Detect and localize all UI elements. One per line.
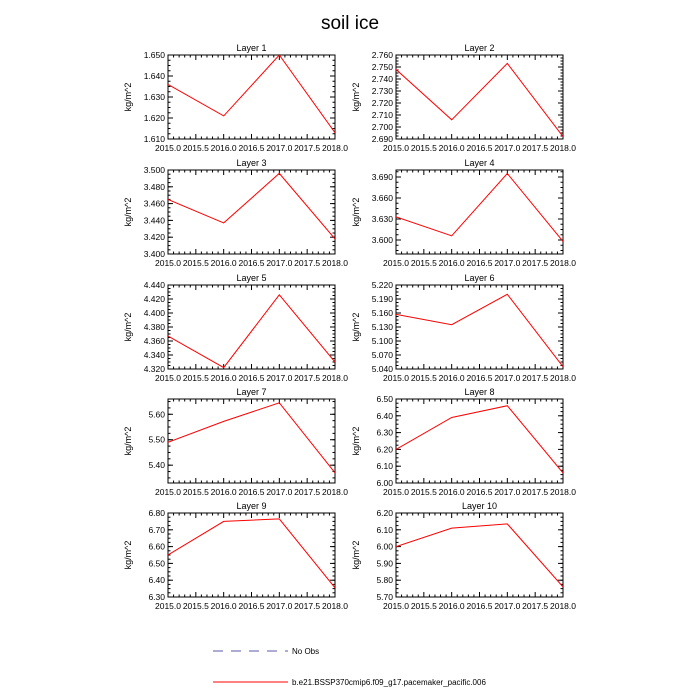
x-tick-label: 2015.5 bbox=[182, 258, 209, 268]
y-tick-label: 2.720 bbox=[371, 98, 393, 108]
legend-label-no-obs: No Obs bbox=[292, 647, 320, 656]
x-tick-label: 2016.0 bbox=[438, 601, 465, 611]
y-tick-label: 5.220 bbox=[371, 280, 393, 290]
y-axis-label: kg/m^2 bbox=[123, 312, 133, 342]
y-tick-label: 6.40 bbox=[376, 410, 393, 421]
x-tick-label: 2015.5 bbox=[182, 601, 209, 611]
y-tick-label: 5.130 bbox=[371, 322, 393, 332]
y-axis-label: kg/m^2 bbox=[351, 82, 361, 112]
y-tick-label: 1.650 bbox=[143, 50, 165, 60]
panel-layer-1 bbox=[123, 43, 348, 153]
y-tick-label: 3.630 bbox=[371, 214, 393, 224]
x-tick-label: 2016.5 bbox=[466, 258, 493, 268]
x-tick-label: 2015.0 bbox=[155, 373, 181, 383]
y-tick-label: 4.420 bbox=[143, 294, 165, 304]
x-tick-label: 2016.5 bbox=[466, 143, 493, 153]
x-tick-label: 2017.0 bbox=[266, 143, 293, 153]
x-tick-label: 2017.0 bbox=[266, 258, 293, 268]
x-tick-label: 2017.0 bbox=[494, 487, 521, 497]
x-tick-label: 2016.5 bbox=[238, 601, 265, 611]
series-line bbox=[168, 55, 335, 133]
y-tick-label: 6.00 bbox=[376, 541, 393, 552]
y-tick-label: 4.400 bbox=[143, 308, 165, 318]
panel-layer-5 bbox=[123, 273, 348, 383]
panel-title: Layer 3 bbox=[236, 158, 267, 168]
x-tick-label: 2017.0 bbox=[494, 373, 521, 383]
x-tick-label: 2016.5 bbox=[238, 373, 265, 383]
x-tick-label: 2016.0 bbox=[438, 373, 465, 383]
panel-layer-10 bbox=[351, 501, 576, 611]
x-tick-label: 2016.5 bbox=[238, 487, 265, 497]
x-tick-label: 2016.0 bbox=[210, 258, 237, 268]
y-tick-label: 1.640 bbox=[143, 71, 165, 81]
panel-layer-2 bbox=[351, 43, 576, 153]
x-tick-label: 2016.0 bbox=[210, 601, 237, 611]
y-tick-label: 5.90 bbox=[376, 558, 393, 569]
y-axis-label: kg/m^2 bbox=[351, 426, 361, 456]
legend-label-run: b.e21.BSSP370cmip6.f09_g17.pacemaker_pacific.006 bbox=[292, 678, 486, 687]
series-line bbox=[168, 403, 335, 473]
y-tick-label: 1.610 bbox=[143, 134, 165, 144]
y-tick-label: 6.30 bbox=[148, 592, 165, 602]
panel-title: Layer 1 bbox=[236, 43, 267, 53]
x-tick-label: 2018.0 bbox=[550, 143, 576, 153]
panel-title: Layer 2 bbox=[464, 43, 495, 53]
y-tick-label: 5.50 bbox=[148, 434, 165, 445]
panel-title: Layer 4 bbox=[464, 158, 495, 168]
y-tick-label: 6.20 bbox=[376, 508, 393, 518]
x-tick-label: 2016.0 bbox=[210, 373, 237, 383]
x-tick-label: 2015.5 bbox=[182, 487, 209, 497]
x-tick-label: 2018.0 bbox=[550, 601, 576, 611]
x-tick-label: 2016.5 bbox=[466, 487, 493, 497]
x-tick-label: 2017.5 bbox=[294, 258, 321, 268]
y-tick-label: 5.80 bbox=[376, 575, 393, 586]
y-tick-label: 5.040 bbox=[371, 364, 393, 374]
panel-layer-9 bbox=[123, 501, 348, 611]
y-tick-label: 3.400 bbox=[143, 249, 165, 259]
y-tick-label: 3.660 bbox=[371, 193, 393, 203]
x-tick-label: 2015.0 bbox=[155, 143, 181, 153]
y-tick-label: 6.00 bbox=[376, 478, 393, 488]
panel-layer-6 bbox=[351, 273, 576, 383]
y-tick-label: 1.620 bbox=[143, 113, 165, 123]
x-tick-label: 2017.5 bbox=[522, 487, 549, 497]
y-tick-label: 6.20 bbox=[376, 444, 393, 455]
panel-title: Layer 5 bbox=[236, 273, 267, 283]
y-tick-label: 6.10 bbox=[376, 461, 393, 472]
x-tick-label: 2016.5 bbox=[238, 258, 265, 268]
y-tick-label: 5.160 bbox=[371, 308, 393, 318]
y-axis-label: kg/m^2 bbox=[351, 540, 361, 570]
panel-title: Layer 8 bbox=[464, 387, 495, 397]
x-tick-label: 2017.5 bbox=[522, 373, 549, 383]
y-tick-label: 5.070 bbox=[371, 350, 393, 360]
x-tick-label: 2017.5 bbox=[294, 487, 321, 497]
y-tick-label: 4.380 bbox=[143, 322, 165, 332]
x-tick-label: 2017.5 bbox=[522, 601, 549, 611]
panel-title: Layer 6 bbox=[464, 273, 495, 283]
panel-layer-7 bbox=[123, 387, 348, 497]
x-tick-label: 2018.0 bbox=[322, 143, 348, 153]
legend bbox=[213, 647, 486, 687]
x-tick-label: 2016.0 bbox=[438, 258, 465, 268]
panel-title: Layer 7 bbox=[236, 387, 267, 397]
x-tick-label: 2016.0 bbox=[210, 143, 237, 153]
y-tick-label: 3.440 bbox=[143, 215, 165, 226]
x-tick-label: 2015.0 bbox=[383, 373, 409, 383]
x-tick-label: 2017.5 bbox=[294, 601, 321, 611]
x-tick-label: 2015.5 bbox=[182, 143, 209, 153]
x-tick-label: 2015.5 bbox=[410, 143, 437, 153]
x-tick-label: 2016.5 bbox=[466, 373, 493, 383]
y-tick-label: 2.740 bbox=[371, 74, 393, 84]
x-tick-label: 2017.5 bbox=[294, 373, 321, 383]
y-axis-label: kg/m^2 bbox=[351, 312, 361, 342]
x-tick-label: 2015.0 bbox=[383, 143, 409, 153]
figure-title: soil ice bbox=[320, 13, 380, 34]
x-tick-label: 2015.5 bbox=[182, 373, 209, 383]
y-tick-label: 5.190 bbox=[371, 294, 393, 304]
y-tick-label: 6.30 bbox=[376, 427, 393, 438]
y-tick-label: 6.40 bbox=[148, 575, 165, 586]
plot-frame bbox=[168, 285, 335, 369]
x-tick-label: 2017.5 bbox=[522, 143, 549, 153]
series-line bbox=[168, 173, 335, 239]
x-tick-label: 2017.0 bbox=[494, 601, 521, 611]
x-tick-label: 2017.0 bbox=[266, 373, 293, 383]
y-tick-label: 3.460 bbox=[143, 198, 165, 209]
plot-frame bbox=[168, 513, 335, 597]
y-tick-label: 6.80 bbox=[148, 508, 165, 518]
y-tick-label: 1.630 bbox=[143, 92, 165, 102]
x-tick-label: 2018.0 bbox=[322, 601, 348, 611]
x-tick-label: 2018.0 bbox=[322, 258, 348, 268]
y-tick-label: 2.700 bbox=[371, 122, 393, 132]
series-line bbox=[168, 519, 335, 588]
x-tick-label: 2015.5 bbox=[410, 258, 437, 268]
y-tick-label: 5.70 bbox=[376, 592, 393, 602]
y-tick-label: 6.50 bbox=[148, 558, 165, 569]
panel-layer-4 bbox=[351, 158, 576, 268]
y-tick-label: 2.690 bbox=[371, 134, 393, 144]
y-tick-label: 2.750 bbox=[371, 62, 393, 72]
y-tick-label: 6.70 bbox=[148, 524, 165, 535]
y-tick-label: 5.60 bbox=[148, 409, 165, 420]
panel-layer-8 bbox=[351, 387, 576, 497]
x-tick-label: 2017.0 bbox=[266, 487, 293, 497]
y-tick-label: 3.690 bbox=[371, 172, 393, 182]
x-tick-label: 2016.0 bbox=[438, 143, 465, 153]
x-tick-label: 2015.0 bbox=[155, 601, 181, 611]
panel-layer-3 bbox=[123, 158, 348, 268]
y-tick-label: 2.710 bbox=[371, 110, 393, 120]
plot-frame bbox=[396, 170, 563, 254]
x-tick-label: 2017.5 bbox=[522, 258, 549, 268]
x-tick-label: 2015.0 bbox=[155, 258, 181, 268]
x-tick-label: 2016.0 bbox=[438, 487, 465, 497]
y-tick-label: 3.420 bbox=[143, 232, 165, 243]
series-line bbox=[396, 63, 563, 136]
y-tick-label: 3.600 bbox=[371, 235, 393, 245]
y-axis-label: kg/m^2 bbox=[123, 426, 133, 456]
panel-title: Layer 9 bbox=[236, 501, 267, 511]
x-tick-label: 2017.0 bbox=[494, 258, 521, 268]
chart-panels bbox=[123, 43, 576, 611]
x-tick-label: 2018.0 bbox=[322, 373, 348, 383]
y-tick-label: 4.340 bbox=[143, 350, 165, 360]
panel-title: Layer 10 bbox=[461, 501, 498, 511]
plot-frame bbox=[396, 285, 563, 369]
y-tick-label: 6.60 bbox=[148, 541, 165, 552]
x-tick-label: 2018.0 bbox=[322, 487, 348, 497]
x-tick-label: 2016.0 bbox=[210, 487, 237, 497]
x-tick-label: 2017.0 bbox=[494, 143, 521, 153]
y-axis-label: kg/m^2 bbox=[123, 82, 133, 112]
x-tick-label: 2018.0 bbox=[550, 258, 576, 268]
x-tick-label: 2015.0 bbox=[155, 487, 181, 497]
y-tick-label: 2.730 bbox=[371, 86, 393, 96]
series-line bbox=[396, 406, 563, 473]
plot-frame bbox=[168, 170, 335, 254]
y-tick-label: 4.360 bbox=[143, 336, 165, 346]
plot-frame bbox=[396, 55, 563, 139]
series-line bbox=[396, 174, 563, 242]
x-tick-label: 2015.0 bbox=[383, 487, 409, 497]
x-tick-label: 2016.5 bbox=[238, 143, 265, 153]
x-tick-label: 2017.0 bbox=[266, 601, 293, 611]
y-tick-label: 3.480 bbox=[143, 181, 165, 192]
y-tick-label: 5.40 bbox=[148, 460, 165, 471]
x-tick-label: 2015.5 bbox=[410, 487, 437, 497]
series-line bbox=[168, 295, 335, 368]
y-axis-label: kg/m^2 bbox=[351, 197, 361, 227]
series-line bbox=[396, 294, 563, 366]
y-tick-label: 4.320 bbox=[143, 364, 165, 374]
x-tick-label: 2015.5 bbox=[410, 601, 437, 611]
y-tick-label: 6.50 bbox=[376, 394, 393, 404]
y-tick-label: 5.100 bbox=[371, 336, 393, 346]
y-axis-label: kg/m^2 bbox=[123, 540, 133, 570]
series-line bbox=[396, 524, 563, 587]
x-tick-label: 2018.0 bbox=[550, 373, 576, 383]
y-tick-label: 3.500 bbox=[143, 165, 165, 175]
y-tick-label: 4.440 bbox=[143, 280, 165, 290]
y-tick-label: 6.10 bbox=[376, 524, 393, 535]
x-tick-label: 2015.0 bbox=[383, 258, 409, 268]
x-tick-label: 2016.5 bbox=[466, 601, 493, 611]
x-tick-label: 2017.5 bbox=[294, 143, 321, 153]
x-tick-label: 2015.0 bbox=[383, 601, 409, 611]
y-tick-label: 2.760 bbox=[371, 50, 393, 60]
x-tick-label: 2018.0 bbox=[550, 487, 576, 497]
y-axis-label: kg/m^2 bbox=[123, 197, 133, 227]
x-tick-label: 2015.5 bbox=[410, 373, 437, 383]
